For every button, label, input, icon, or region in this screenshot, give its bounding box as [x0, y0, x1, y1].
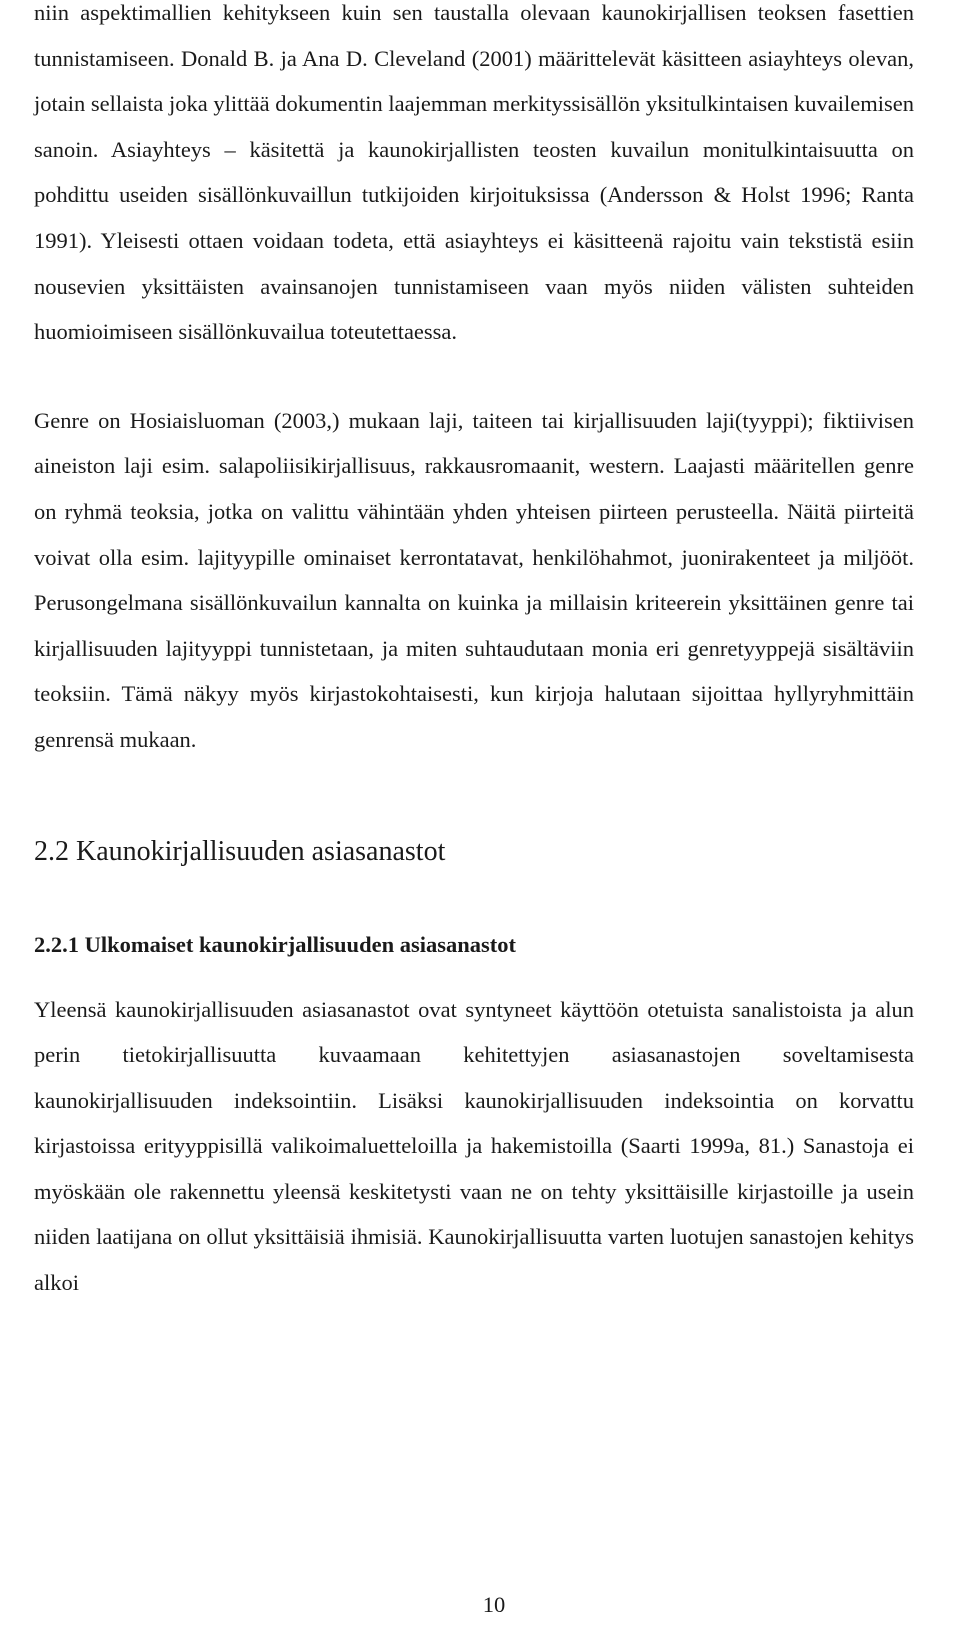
subsection-heading: 2.2.1 Ulkomaiset kaunokirjallisuuden asiasanastot: [34, 931, 516, 957]
section-heading: 2.2 Kaunokirjallisuuden asiasanastot: [34, 835, 446, 867]
body-paragraph-1: niin aspektimallien kehitykseen kuin sen taustalla olevaan kaunokirjallisen teoksen fasettien tunnistamiseen. Donald B. ja Ana D. Cleveland (2001) määrittelevät käsitteen asiayhteys olevan, jotain sellaista joka ylittää dokumentin laajemman merkityssisällön yksitulkintaisen kuvailemisen sanoin. Asiayhteys – käsitettä ja kaunokirjallisten teosten kuvailun monitulkintaisuutta on pohdittu useiden sisällönkuvaillun tutkijoiden kirjoituksissa (Andersson & Holst 1996; Ranta 1991). Yleisesti ottaen voidaan todeta, että asiayhteys ei käsitteenä rajoitu vain tekstistä esiin nousevien yksittäisten avainsanojen tunnistamiseen vaan myös niiden välisten suhteiden huomioimiseen sisällönkuvailua toteutettaessa.: [34, 0, 914, 345]
page-number: 10: [482, 1592, 506, 1617]
body-paragraph-2: Genre on Hosiaisluoman (2003,) mukaan laji, taiteen tai kirjallisuuden laji(tyyppi); fiktiivisen aineiston laji esim. salapoliisikirjallisuus, rakkausromaanit, western. Laajasti määritellen genre on ryhmä teoksia, jotka on valittu vähintään yhden yhteisen piirteen perusteella. Näitä piirteitä voivat olla esim. lajityypille ominaiset kerrontatavat, henkilöhahmot, juonirakenteet ja miljööt. Perusongelmana sisällönkuvailun kannalta on kuinka ja millaisin kriteerein yksittäinen genre tai kirjallisuuden lajityyppi tunnistetaan, ja miten suhtaudutaan monia eri genretyyppejä sisältäviin teoksiin. Tämä näkyy myös kirjastokohtaisesti, kun kirjoja halutaan sijoittaa hyllyryhmittäin genrensä mukaan.: [34, 407, 914, 752]
body-paragraph-3: Yleensä kaunokirjallisuuden asiasanastot ovat syntyneet käyttöön otetuista sanalistoista ja alun perin tietokirjallisuutta kuvaamaan kehitettyjen asiasanastojen soveltamisesta kaunokirjallisuuden indeksointiin. Lisäksi kaunokirjallisuuden indeksointia on korvattu kirjastoissa erityyppisillä valikoimaluetteloilla ja hakemistoilla (Saarti 1999a, 81.) Sanastoja ei myöskään ole rakennettu yleensä keskitetysti vaan ne on tehty yksittäisille kirjastoille ja usein niiden laatijana on ollut yksittäisiä ihmisiä. Kaunokirjallisuutta varten luotujen sanastojen kehitys alkoi: [34, 996, 914, 1296]
